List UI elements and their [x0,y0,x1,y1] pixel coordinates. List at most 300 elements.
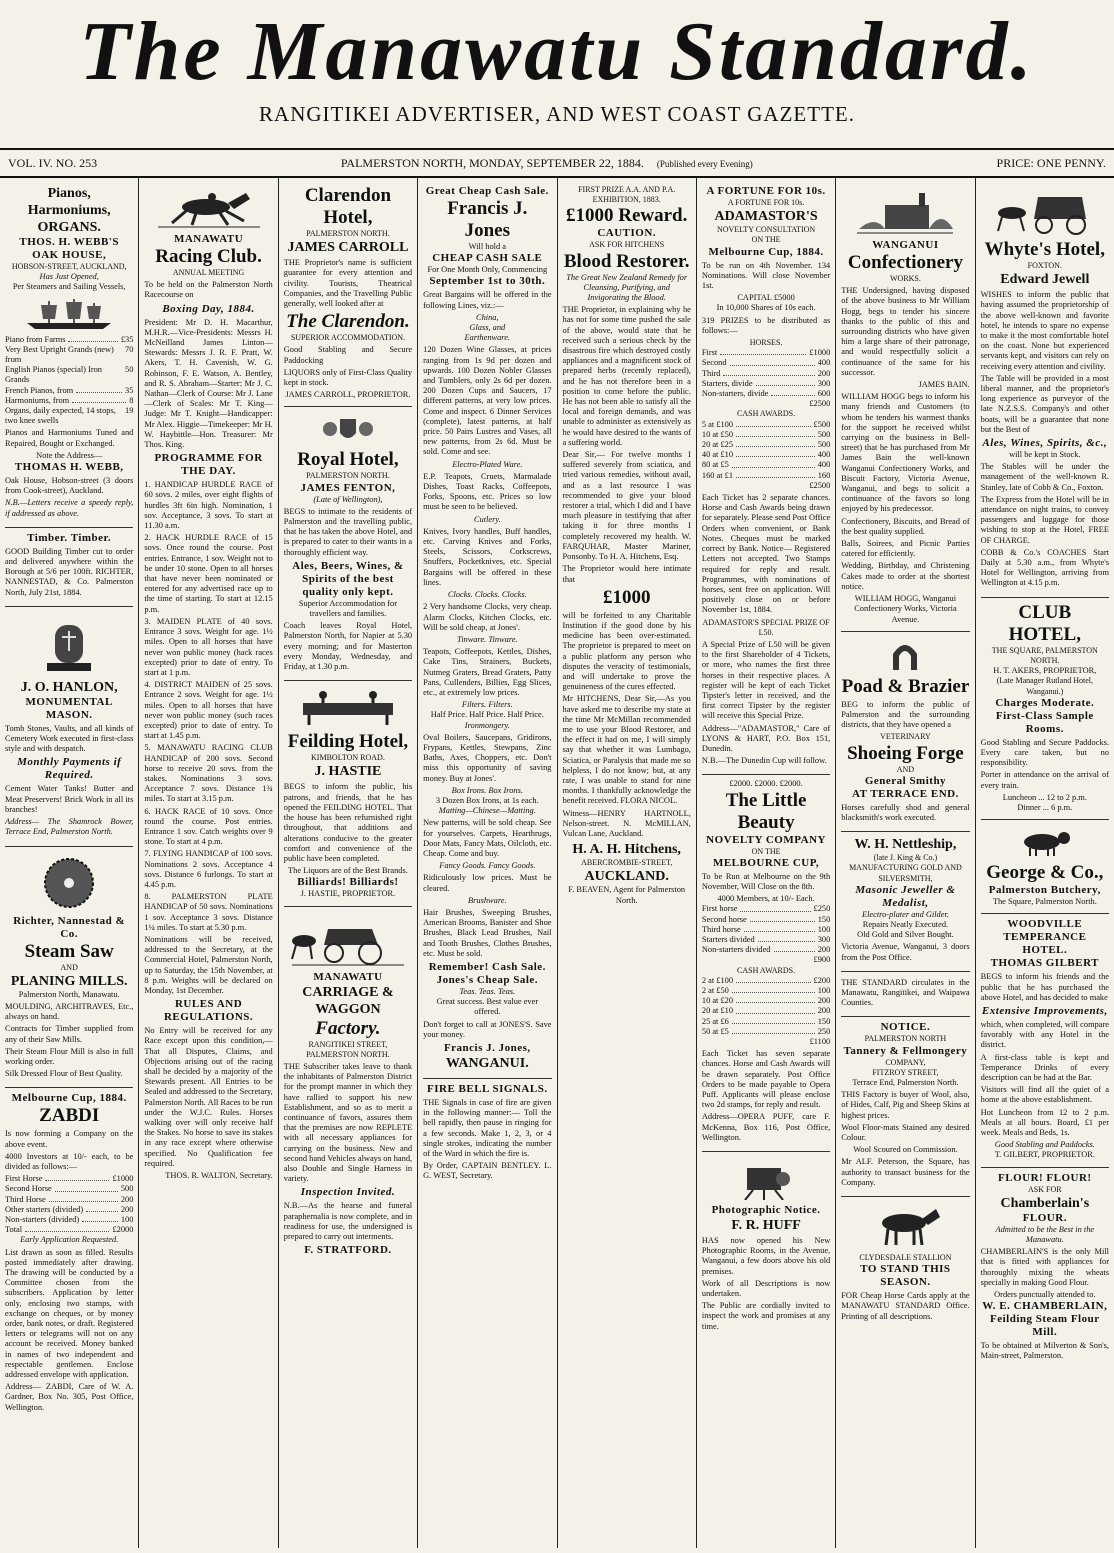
row-cell: 20 at £25 [701,440,734,450]
race-event: 2. HACK HURDLE RACE of 15 sovs. Once round the course. Post entries. Entrance, 1 sov. Weight not to be under 10 stone. Open to all horses that have never been nominated or entered for any advertised race up to the time of starting. To start at 12.15 p.m. [144,533,273,614]
ad-electro: Electro-plater and Gilder. [861,909,949,919]
ad-zabdi: ZABDI [39,1105,100,1127]
ad-title: Racing Club. [155,246,262,267]
ad-text: Half Price. Half Price. Half Price. [430,710,544,720]
richter-sawmill-ad [5,847,133,1089]
ad-proprietor: THOMAS GILBERT [990,957,1099,970]
ad-liquors: The Liquors are of the Best Brands. [288,866,408,876]
ad-dont-forget: Don't forget to call at JONES'S. Save your money. [423,1019,552,1039]
row-cell: Third [701,368,721,378]
ad-first-class: A first-class table is kept and Temperance Drinks of every description can be had at the Bar. [980,1052,1109,1082]
row-cell: 100 [120,1214,134,1224]
row-cell: 10 at £50 [701,429,734,439]
ad-cement: Cement Water Tanks! Butter and Meat Preservers! Brick Work in all its branches! [5,784,134,814]
ad-members: 4000 Members, at 10/- Each. [717,894,815,904]
row-cell: 160 [817,470,831,480]
section-heading: Electro-Plated Ware. [452,459,523,469]
date-line: PALMERSTON NORTH, MONDAY, SEPTEMBER 22, 1884. [340,155,644,170]
row-cell: 200 [817,945,831,955]
ad-kept: will be kept in Stock. [1009,450,1081,460]
row-cell: 2 at £50 [701,986,729,995]
ad-china: China, [476,312,499,322]
row-cell: 500 [817,440,831,450]
row-cell: 500 [817,429,831,439]
ad-liquors: LIQUORS only of First-Class Quality kept in stock. [283,367,413,388]
row-cell: 200 [120,1204,134,1214]
ad-richter: Richter, Nannestad & Co. [13,914,126,940]
prize-row [702,389,830,399]
factory-landscape-illustration [855,189,955,235]
ad-signature: T. GILBERT, PROPRIETOR. [994,1150,1095,1160]
ad-secretary: THOS. R. WALTON, Secretary. [165,1171,273,1181]
prize-row [702,348,830,358]
ad-text: THE Subscriber takes leave to thank the inhabitants of Palmerston District for the prompt manner in which they have rallied to support his new Establishment, and so as to merit a continuance of favors, assures them that the premises are now REPLETE with all necessary appliances for carrying on the business. New and second hand Vehicles always on hand, also Double and Single Harness in variety. [283,1061,413,1184]
ad-street: ABERCROMBIE-STREET, [581,858,673,868]
ad-company: COMPANY, [885,1057,926,1067]
row-cell: 100 [817,986,831,995]
ad-title: CLYDESDALE STALLION [859,1253,952,1262]
ad-ask: ASK FOR [1028,1184,1062,1194]
ad-and: AND [60,962,78,972]
ad-peterson: Mr ALF. Peterson, the Square, has authority to transact business for the Company. [841,1157,970,1187]
award-row [702,976,830,986]
ad-ship: Per Steamers and Sailing Vessels, [12,282,126,292]
ad-cash: CASH AWARDS. [737,965,796,975]
columns [0,178,1114,1548]
ad-hitchens: H. A. H. Hitchens, [572,842,681,858]
ad-monthly: Monthly Payments if Required. [17,756,122,782]
confectionery-ad [841,181,969,632]
ad-adamastor: ADAMASTOR'S [714,209,818,225]
ad-title: J. O. HANLON, [20,679,118,695]
ad-dates: September 1st to 30th. [429,275,546,288]
prize-row [702,904,830,914]
ad-text: WISHES to inform the public that having assumed the proprietorship of the above well-known and favorite hotel, he intends to spare no expense to make it the most comfortable hotel on the coast. None but experienced servants kept, and visitors can rely on receiving every attention and civility. [980,290,1109,371]
row-cell: Total [5,1225,23,1235]
cash-total: £2500 [809,480,831,490]
row-cell: 500 [120,1184,134,1194]
ad-club: MANAWATU [173,233,244,245]
row-cell: 100 [817,924,831,934]
column-5 [558,178,697,1548]
ad-proprietor: JAMES FENTON, [300,481,396,494]
ad-mill: Feilding Steam Flour Mill. [990,1313,1100,1339]
ad-proprietor: Edward Jewell [1000,272,1090,288]
racing-club-ad [144,181,272,1187]
row-cell: French Pianos, from [5,385,74,395]
carriage-factory-ad [284,907,412,1264]
ad-wool: Wool Floor-mats Stained any desired Colour. [841,1122,970,1142]
ad-vet: VETERINARY [880,732,931,742]
row-cell: Non-starters (divided) [5,1214,80,1224]
ad-text: THE Proprietor's name is sufficient guarantee for every attention and civility. Tourists, Theatrical Companies, and the Travelling Public generally, well looked after at [283,258,413,309]
piano-price-list [5,335,133,427]
race-event: 7. FLYING HANDICAP of 100 sovs. Nominations 2 sovs. Acceptance 4 sovs. Distance 6 furlongs. To start at 4.45 p.m. [144,849,273,889]
award-row [702,440,830,450]
ad-webb: THOMAS H. WEBB, [14,461,124,474]
zabdi-prize-list [5,1174,133,1235]
row-cell: Non-starters, divide [701,389,769,399]
ad-text: THIS Factory is buyer of Wool, also, of Hides, Calf, Pig and Sheep Skins at highest prices. [841,1090,970,1120]
row-cell: 2 at £100 [701,975,734,985]
webb-pianos-ad [5,181,133,528]
row-cell: 400 [817,450,831,460]
row-cell: Non-starters divided [701,945,771,955]
prize-row [702,945,830,955]
award-row [702,460,830,470]
ad-address: Address— The Shamrock Bower, Terrace End, Palmerston North. [5,817,134,837]
cow-illustration [1010,828,1080,858]
beauty-prize-list [702,904,830,955]
cash-total: £1100 [809,1037,831,1047]
tannery-ad [841,1017,969,1197]
ad-title: Pianos, Harmoniums, ORGANS. [27,186,111,235]
hanlon-ad [5,607,133,847]
ad-rutland: (Late Manager Rutland Hotel, Wanganui.) [996,676,1094,696]
ad-shoeing: Shoeing Forge [847,742,964,764]
clarendon-hotel-ad [284,181,412,407]
ad-subtitle: A FORTUNE FOR 10s. [727,198,805,207]
ad-ask: ASK FOR HITCHENS [589,240,665,250]
ad-location: PALMERSTON NORTH. [306,471,390,481]
column-7 [836,178,975,1548]
ad-title: Clarendon Hotel, [304,185,392,228]
zabdi-ad [5,1088,133,1420]
ad-webb-address: Oak House, Hobson-street (3 doors from Cook-street), Auckland. [5,476,134,496]
award-row [702,1017,830,1027]
ad-bain: JAMES BAIN. [918,380,970,390]
ad-text: 3 Dozen Box Irons, at 1s each. [435,795,539,805]
ad-location: PALMERSTON NORTH [864,1034,947,1044]
ad-bargains: Great Bargains will be offered in the following Lines, viz.:— [423,290,552,310]
ad-superior: Superior Accommodation for travellers and families. [298,598,398,619]
ad-intro: Is now forming a Company on the above event. [5,1129,134,1149]
ad-text: HAS now opened his New Photographic Rooms, in the Avenue, Wanganui, a few doors above his old premises. [701,1236,831,1276]
ad-text: will be forfeited to any Charitable Institution if the good done by his medicine has been over-estimated. The proprietor is prepared to meet on a public platform any person who disputes the veracity of testimonials, and will undertake to prove the genuineness of the cures effected. [562,610,691,692]
prize-row [5,1215,133,1225]
ad-title: Timber. Timber. [27,531,112,544]
ad-and: AND [896,764,915,774]
column-8 [976,178,1114,1548]
ad-mfg: MANUFACTURING GOLD AND SILVERSMITH, [849,863,962,883]
row-cell: First horse [701,904,738,914]
ad-woodville: WOODVILLE [1007,918,1083,931]
ad-admitted: Admitted to be the Best in the Manawatu. [995,1224,1095,1244]
ad-rules-title: RULES AND REGULATIONS. [163,998,254,1024]
row-cell: £200 [813,975,831,985]
ad-text: CHAMBERLAIN'S is the only Mill that is fitted with appliances for thoroughly mixing the wheats specially in making Good Flour. [980,1247,1109,1287]
award-row [702,1006,830,1016]
ad-notice: NOTICE. [880,1021,931,1034]
ad-nominations: Nominations will be received, addressed to the Secretary, at the Commercial Hotel, Palmerston North, up to Saturday, the 15th November, at 8 p.m. Weights will be declared on Monday, 1st December. [144,934,273,995]
ad-glass: Glass, and [469,323,506,333]
ad-contracts: Contracts for Timber supplied from any of their Saw Mills. [5,1024,134,1044]
ad-board: Hot Luncheon from 12 to 2 p.m. Meals at all hours. Board, £1 per week. Meals and Beds, 1s. [980,1107,1109,1137]
ad-remedy: The Great New Zealand Remedy for Cleansing, Purifying, and Invigorating the Blood. [566,272,688,303]
ad-butchery: Palmerston Butchery, [988,884,1101,897]
ad-cup: MELBOURNE CUP, [712,856,820,869]
ad-text: THE Undersigned, having disposed of the above business to Mr William Hogg, begs to tender his sincere thanks to the public of this and surrounding districts who have given him a large share of their patronage, and would respectfully solicit a continuance of the same for his successor. [841,286,970,377]
prize-row [702,358,830,368]
ad-stables: The Stables will be under the management of the well-known R. Stanley, late of Cobb & Co., Foxton. [980,462,1109,492]
row-cell: 35 [125,385,134,395]
row-cell: Second [701,358,727,368]
row-cell: Second Horse [5,1184,52,1194]
ad-sample: First-Class Sample Rooms. [995,709,1094,735]
ad-rules: No Entry will be received for any Race except upon this condition,—That all Disputes, Claims, and Objections arising out of the racing shall be decided by a majority of the Stewards present. All Entries to be Sealed and addressed to the Secretary, Palmerston North. All Races to be run under the W.J.C. Rules. Horses walking over will only receive half the Stakes. No horse to save its stakes in any race except where otherwise specified. No Qualification fee required. [144,1026,273,1168]
ad-text: BEGS to inform his friends and the public that he has purchased the above Hotel, and has decided to make [980,972,1109,1002]
ad-witness: Witness—HENRY HARTNOLL, Nelson-street. N. McMILLAN, Vulcan Lane, Auckland. [562,808,691,838]
award-row [702,1027,830,1037]
row-cell: 200 [817,996,831,1006]
ad-public: The Public are cordially invited to inspect the work and promises at any time. [701,1301,831,1331]
row-cell: 400 [817,358,831,368]
row-cell: Organs, daily expected, 14 stops, two knee swells [5,406,116,426]
ad-on-the: ON THE [751,235,781,245]
cash-award-list [702,420,830,481]
masthead-title: The Manawatu Standard. [79,5,1035,98]
ad-planing: PLANING MILLS. [10,973,128,989]
ad-text: List drawn as soon as filled. Results posted immediately after drawing. The drawing will be conducted by a Committee chosen from the subscribers. Application by letter only, enclosing two stamps, with exchange on cheques, or by money order, bank notes, or draft. Registered letters or telegrams will not on any account be received. Money banked in names of two independent and respectable gentlemen. Enclose addressed envelope with application. [5,1247,134,1379]
ad-text: 120 Dozen Wine Glasses, at prices ranging from 1s 9d per dozen and upwards. 100 Dozen Nobler Glasses and Tumblers, only 2s 6d per dozen. 200 Dozen Cups and Saucers, 17 different patterns, at very low prices. Come and inspect. 6 Dinner Services (complete), latest patterns, at half price. 50 Pairs Lustres and Vases, all new patterns, from 2s 6d. Must be sold. Come and see. [423,345,552,457]
ad-title: TEMPERANCE HOTEL. [1003,931,1087,957]
ad-text: Hair Brushes, Sweeping Brushes, American Brooms, Banister and Shoe Brushes, Black Lead Brushes, Nail and Tooth Brushes, Clothes Brushes, etc. Must be sold. [423,907,552,958]
prize-row [5,1205,133,1215]
row-cell: 400 [817,460,831,470]
price: PRICE: ONE PENNY. [996,155,1106,170]
ad-proprietor: J. HASTIE [314,764,382,780]
ad-nb: N.B.—The Dunedin Cup will follow. [701,756,827,766]
ad-reward: £1000 Reward. [565,205,688,227]
ad-late: (late J. King & Co.) [873,853,938,863]
award-row [702,986,830,996]
ad-cup: Melbourne Cup, 1884. [708,245,824,258]
ad-text: Each Ticket has seven separate chances. Horse and Cash Awards will be drawn separately. Post Office Orders to be made payable to Opera Puff. Applicants will please enclose two 2d stamps, for reply and result. [701,1049,831,1110]
ad-testimonial: Mr HITCHENS, Dear Sir,—As you have asked me to describe my state at the time Mr McMillan recommended me to use your Blood Restorer, and the effect it had on me, I will simply say that whether it was Lumbago, Sciatica, or Paralysis that made me so helpless, I do not know; but, at any rate, I was unable to stand for nine months. I thankfully acknowledge the benefit received. FLORA NICOL. [562,694,691,806]
ad-location: FOXTON. [1027,261,1062,270]
hitchens-blood-restorer-ad [563,181,691,912]
section-heading: Brushware. [468,895,507,905]
prize-total: £900 [813,955,831,965]
ad-wanganui: WANGANUI. [445,1056,529,1072]
price-row [5,335,133,345]
race-event: 3. MAIDEN PLATE of 40 sovs. Entrance 3 sovs. Weight for age. 1½ miles. Open to all horses that have never won public money (hack races excepted) prior to date of entry. To start at 1 p.m. [144,616,273,677]
ad-investors: 4000 Investors at 10/- each, to be divided as follows:— [5,1151,134,1171]
ad-text: WILLIAM HOGG begs to inform his many friends and Customers (to whom he tenders his warmest thanks for the support he received whilst carrying on the business in Bell-street) that he has purchased from Mr James Bain the well-known Wanganui Confectionery Works, and Biscuit Factory, Victoria Avenue, Wanganui, and begs to solicit a continuance of the favors so long enjoyed by his predecessor. [841,392,970,514]
billiard-table-illustration [293,689,403,727]
ad-nb: N.B.—Letters receive a speedy reply, if addressed as above. [5,498,134,518]
ad-terrace: AT TERRACE END. [852,787,959,800]
monument-illustration [39,615,99,675]
section-heading: Matting—Chinese—Matting. [438,806,536,816]
ad-title: A FORTUNE FOR 10s. [706,185,826,197]
ad-title: Chamberlain's [1000,1195,1090,1211]
coat-of-arms-illustration [318,415,378,445]
ad-works: WORKS. [889,274,921,283]
ad-title: Blood Restorer. [563,250,690,272]
ad-gold: Old Gold and Silver Bought. [857,930,954,940]
ad-table: The Table will be provided in a most liberal manner, and the proprietor's long experience as purveyor of the late N.Z.S.S. Company's and other boats, will be a guarantee that none but the Best of [980,373,1109,434]
ad-title: Confectionery [847,252,963,273]
ad-text: Oval Boilers, Saucepans, Gridirons, Frypans, Kettles, Stewpans, Zinc Baths, Axes, Choppers, etc. Don't miss this opportunity of saving money. Buy at Jones'. [423,732,552,783]
row-cell: 50 at £5 [701,1026,729,1036]
section-heading: Filters. Filters. [461,700,513,710]
row-cell: £1000 [809,348,831,358]
row-cell: Third Horse [5,1194,46,1204]
ad-title: Steam Saw [24,940,114,962]
ad-cheap: CHEAP CASH SALE [432,252,543,265]
little-beauty-ad [702,775,830,1152]
prize-row [5,1174,133,1184]
ad-last: To be obtained at Milverton & Son's, Main-street, Palmerston. [980,1341,1109,1361]
race-event: 1. HANDICAP HURDLE RACE of 60 sovs. 2 miles, over eight flights of hurdles 3ft 6in high. Nomination, 1 sov. Acceptance, 3 sovs. To start at 11.30 a.m. [144,480,273,531]
row-cell: £2000 [112,1225,134,1235]
ad-proprietor: JAMES CARROLL [287,240,409,256]
ad-novelty-co: NOVELTY COMPANY [706,833,826,846]
racehorse-illustration [154,189,264,229]
ad-thousand: £1000 [602,586,651,608]
award-row [702,450,830,460]
huff-photo-ad [702,1152,830,1340]
ad-text: 2 Very handsome Clocks, very cheap. Alarm Clocks, Kitchen Clocks, etc. Will be sold cheap, at Jones'. [423,602,552,632]
ad-close: To be Run at Melbourne on the 9th November, Will Close on the 8th. [701,871,831,891]
ad-balls: Balls, Soirees, and Picnic Parties catered for efficiently. [841,539,970,559]
ad-prizes-line: 319 PRIZES to be distributed as follows:— [701,315,831,335]
woodville-hotel-ad [981,914,1109,1167]
ad-location: RANGITIKEI STREET, PALMERSTON NORTH. [306,1039,390,1059]
row-cell: £250 [813,904,831,914]
ad-will-hold: Will hold a [468,242,506,251]
saw-blade-illustration [41,855,97,911]
ad-annual: ANNUAL MEETING [172,268,245,277]
prize-row [5,1225,133,1235]
horseshoe-illustration [885,640,925,672]
ad-signature: Francis J. Jones, [443,1042,531,1055]
race-event: 4. DISTRICT MAIDEN of 25 sovs. Entrance 2 sovs. Weight for age. 1½ miles. Open to all horses that have never won public money (such races excepted) prior to date of entry. To start at 1.45 p.m. [144,680,273,741]
ad-capital: CAPITAL £5000 [737,293,795,303]
ad-paddocks: Good Stabling and Paddocks. [994,1140,1095,1150]
section-heading: Cutlery. [473,514,501,524]
ad-boxing-day: Boxing Day, 1884. [162,302,255,315]
row-cell: 300 [817,934,831,944]
sailing-ship-illustration [19,297,119,331]
ad-special: ADAMASTOR'S SPECIAL PRIZE OF L50. [702,617,830,637]
row-cell: Second horse [701,914,747,924]
ad-text: New patterns, will be sold cheap. See for yourselves. Carpets, Hearthrugs, Door Mats, Fancy Mats, Oilcloth, etc. Cheap. Come and buy. [423,818,552,858]
ad-signature: F. STRATFORD. [304,1244,392,1257]
row-cell: 70 [125,344,134,354]
ad-flour-mill: Their Steam Flour Mill is also in full working order. [5,1046,134,1066]
ad-text: Knives, Ivory handles, Buff handles, etc. Carving Knives and Forks, Steels, Scissors, Corkscrews, Snuffers, Pocketknives, etc. Special Bargains will be offered in these lines. [423,526,552,587]
carriage-illustration [288,915,408,967]
ad-city: AUCKLAND. [584,869,669,885]
ad-title: W. H. Nettleship, [854,837,957,853]
ad-factory: Factory. [315,1017,381,1039]
row-cell: 8 [129,395,134,405]
ad-billiards: Billiards! Billiards! [297,876,399,889]
price-row [5,406,133,426]
george-butchery-ad [981,820,1109,914]
column-4 [418,178,557,1548]
ad-location: The Square, Palmerston North. [992,897,1097,907]
prize-row [702,925,830,935]
prize-row [702,915,830,925]
ad-signature: JAMES CARROLL, PROPRIETOR. [285,390,411,400]
ad-text: E.P. Teapots, Cruets, Marmalade Dishes, Toast Racks, Coffeepots, Forks, Spoons, etc. Prices so low must be seen to be believed. [423,471,552,512]
prize-row [702,369,830,379]
ad-caution: CAUTION. [597,227,657,240]
row-cell: 150 [817,1016,831,1026]
ad-flour2: FLOUR. [1022,1211,1067,1224]
award-row [702,420,830,430]
ad-two-thousand: £2000. £2000. £2000. [729,779,803,789]
award-row [702,430,830,440]
ad-address: Address— ZABDI, Care of W. A. Gardner, Box No. 305, Post Office, Wellington. [5,1382,134,1412]
clydesdale-ad [841,1197,969,1330]
ad-address: HOBSON-STREET, AUCKLAND, [11,262,127,271]
row-cell: 600 [817,389,831,399]
ad-porter: Porter in attendance on the arrival of every train. [980,770,1109,790]
ad-stand: TO STAND THIS SEASON. [860,1263,951,1289]
row-cell: £1000 [112,1174,134,1184]
ad-text: Each Ticket has 2 separate chances. Horse and Cash Awards being drawn for separately. Please send Post Office Orders when convenient, or Bank Notes. Cheques must be marked correct by Bank. Notice— Registered Letters not accepted. Two Stamps required for reply and result. Programmes, with nominations of horses, sent free on application. Will positively close on or before November 1st, 1884. [701,493,831,615]
ad-great: Great Cheap Cash Sale. [425,185,549,197]
row-cell: 5 at £100 [701,419,734,429]
award-row [702,996,830,1006]
ad-text: Ridiculously low prices. Must be cleared. [423,873,552,893]
row-cell: Very Best Upright Grands (new) from [5,344,114,365]
ad-title: Tannery & Fellmongery [843,1044,968,1057]
ad-title: Whyte's Hotel, [984,239,1105,260]
fire-bell-notice [423,1079,551,1190]
ad-wanganui: WANGANUI [872,239,939,251]
ad-horses: Horses carefully shod and general blacksmith's work executed. [841,802,970,822]
row-cell: £500 [813,419,831,429]
ad-silk: Silk Dressed Flour of Best Quality. [5,1069,123,1079]
horse-prize-list [702,348,830,399]
race-event: 5. MANAWATU RACING CLUB HANDICAP of 200 sovs. Second horse to receive 20 sovs. from the stakes. Nominations 3 sovs. Acceptance 7 sovs. Distance 1¾ miles. To start at 3.15 p.m. [144,743,273,804]
jones-cash-sale-ad [423,181,551,1079]
ad-title: CARRIAGE & WAGGON [302,984,394,1017]
adamastor-ad [702,181,830,775]
row-cell: 50 [125,365,134,375]
masthead-subtitle: RANGITIKEI ADVERTISER, AND WEST COAST GAZETTE. [259,102,855,126]
ad-early: Early Application Requested. [20,1235,119,1245]
price-row [5,386,133,396]
ad-month: For One Month Only, Commencing [427,265,548,275]
row-cell: 20 at £10 [701,1006,734,1016]
ad-house: OAK HOUSE, [32,249,107,261]
row-cell: 300 [817,378,831,388]
ad-title: The Little Beauty [725,789,807,833]
ad-subtitle: MONUMENTAL MASON. [25,695,113,721]
section-heading: Ironmongery. [464,720,510,730]
ad-special-text: A Special Prize of L50 will be given to the first Shareholder of 4 Tickets, or more, who names the first three horses in their respective places. A register will be kept of each Ticket Tipster's letter in received, and the first correct Tipster by the register will receive this Special Prize. [701,639,831,721]
row-cell: 200 [817,1006,831,1016]
ad-location: THE SQUARE, PALMERSTON NORTH. [991,645,1098,665]
column-2 [139,178,278,1548]
ad-improve: which, when completed, will compare favorably with any Hotel in the district. [980,1019,1109,1050]
row-cell: 160 at £1 [701,470,734,480]
ad-dinner: Dinner ... 6 p.m. [1017,802,1073,812]
row-cell: Starters, divide [701,378,753,388]
price-row [5,365,133,385]
ad-luncheon: Luncheon ... 12 to 2 p.m. [1002,792,1087,802]
ad-note: Note the Address— [36,450,103,460]
ad-huff: F. R. HUFF [731,1218,801,1234]
prize-row [702,935,830,945]
notice-text: THE Signals in case of fire are given in the following manner:— Toll the bell rapidly, then pause in ringing for a few seconds. Make 1, 2, 3, or 4 single strokes, indicating the number of the Ward in which the fire is. [423,1098,552,1159]
